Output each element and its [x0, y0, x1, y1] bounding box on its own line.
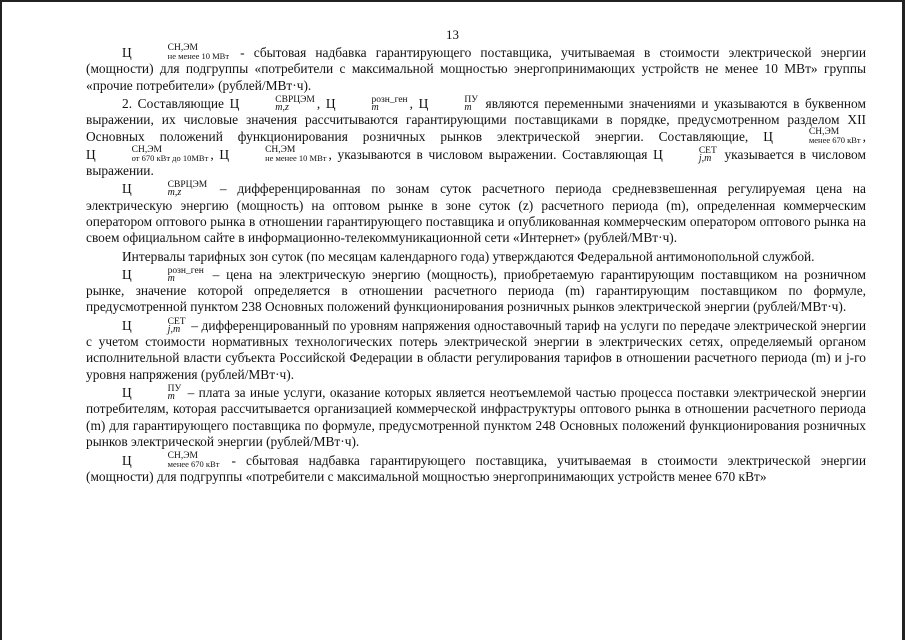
paragraph-set-definition	[86, 318, 866, 383]
paragraph-surcharge-10mw	[86, 44, 866, 94]
symbol-letter: Ц	[122, 45, 132, 60]
paragraph-tariff-intervals	[86, 249, 866, 265]
symbol-set: Ц СЕТ j,m	[653, 145, 717, 164]
paragraph-surcharge-670kw	[86, 452, 866, 486]
document-body	[86, 44, 866, 488]
paragraph-svrtsem-definition	[86, 181, 866, 246]
symbol-superscript: СН,ЭМ	[167, 43, 198, 53]
page-number: 13	[446, 27, 459, 42]
paragraph-text: – цена на электрическую энергию (мощность), приобретаемую гарантирующим поставщиком на розничном рынке, значение которой определяется в отношении расчетного периода (m) гарантирующим поставщиком по формуле, предусмотренной пунктом 238 Основных положений функционирования розничных рынков электрической энергии (рублей/МВт·ч).	[86, 266, 866, 315]
paragraph-text: - сбытовая надбавка гарантирующего поставщика, учитываемая в стоимости электрической энергии (мощности) для подгруппы «потребители с максимальной мощностью энергопринимающих устройств не менее 10 МВт» группы «прочие потребители» (рублей/МВт·ч).	[86, 45, 866, 93]
paragraph-text: являются переменными значениями и указываются в буквенном выражении, их числовые значения рассчитываются гарантирующими поставщиками в порядке, предусмотренном разделом XII Основных положений функционирования розничных рынков электрической энергии. Составляющие,	[86, 95, 866, 145]
scan-border-left	[0, 0, 2, 640]
symbol-surcharge-10mw: Ц СН,ЭМ не менее 10 МВт	[219, 144, 327, 163]
scan-border-top	[0, 0, 905, 2]
symbol-rozn-gen: Ц розн_ген m	[325, 94, 408, 113]
symbol-pu: Ц ПУ m	[122, 383, 182, 402]
paragraph-text: указываются в числовом выражении. Составляющая	[331, 146, 654, 162]
paragraph-text: – плата за иные услуги, оказание которых является неотъемлемой частью процесса поставки электрической энергии потребителям, которая рассчитывается организацией коммерческой инфраструктуры оптового рынка в отношении расчетного периода (m) для гарантирующего поставщика по формуле, предусмотренной пунктом 248 Основных положений функционирования розничных рынков электрической энергии (рублей/МВт·ч).	[86, 384, 866, 449]
symbol-surcharge-670kw: Ц СН,ЭМ менее 670 кВт	[763, 127, 861, 146]
symbol-svrtsem: Ц СВРЦЭМ m,z	[122, 180, 208, 199]
paragraph-text: Интервалы тарифных зон суток (по месяцам календарного года) утверждаются Федеральной антимонопольной службой.	[122, 248, 815, 264]
symbol-surcharge-670kw: Ц СН,ЭМ менее 670 кВт	[122, 451, 220, 470]
paragraph-rozn-gen-definition	[86, 267, 866, 316]
symbol-surcharge-10mw	[122, 45, 231, 60]
paragraph-pu-definition	[86, 385, 866, 450]
paragraph-text: – дифференцированная по зонам суток расчетного периода средневзвешенная регулируемая цена на электрическую энергию (мощность) на оптовом рынке в зоне суток (z) расчетного периода (m), определенная коммерческим оператором оптового рынка в отношении гарантирующего поставщика и опубликованная коммерческим оператором оптового рынка на своем официальном сайте в информационно-телекоммуникационной сети «Интернет» (рублей/МВт·ч).	[86, 181, 866, 246]
symbol-subscript: не менее 10 МВт	[167, 51, 230, 61]
symbol-pu: Ц ПУ m	[418, 94, 478, 113]
paragraph-components: 2. Составляющие Ц СВРЦЭМ m,z , Ц розн_ген m , Ц ПУ m являются переменными значениями и указываются в буквенном выражении, их числовые значения рассчитываются гарантирующими поставщиками в порядке, предусмотренном разделом XII Основных положений функционирования розничных рынков электрической энергии. Составляющие, Ц СН,ЭМ менее 670 кВт , Ц СН,ЭМ от 670 кВт до 10МВт , Ц СН,ЭМ не менее 10 МВт , указываются в числовом выражении. Составляющая Ц СЕТ j,m указывается в числовом выражении.	[86, 94, 866, 179]
paragraph-text: 2. Составляющие	[122, 95, 230, 111]
symbol-rozn-gen: Ц розн_ген m	[122, 265, 204, 284]
paragraph-text: указывается в числовом выражении.	[86, 146, 866, 179]
paragraph-text: – дифференцированный по уровням напряжения одноставочный тариф на услуги по передаче электрической энергии с учетом стоимости нормативных технологических потерь электрической энергии в электрических сетях, определяемый органом исполнительной власти субъекта Российской Федерации в области регулирования тарифов в отношении расчетного периода (m) и j-го уровня напряжения (рублей/МВт·ч).	[86, 317, 866, 382]
paragraph-text: - сбытовая надбавка гарантирующего поставщика, учитываемая в стоимости электрической энергии (мощности) для подгруппы «потребители с максимальной мощностью энергопринимающих устройств менее 670 кВт»	[86, 453, 866, 485]
symbol-surcharge-670kw-10mw: Ц СН,ЭМ от 670 кВт до 10МВт	[86, 144, 209, 163]
symbol-svrtsem: Ц СВРЦЭМ m,z	[229, 94, 315, 113]
symbol-set: Ц СЕТ j,m	[122, 316, 186, 335]
